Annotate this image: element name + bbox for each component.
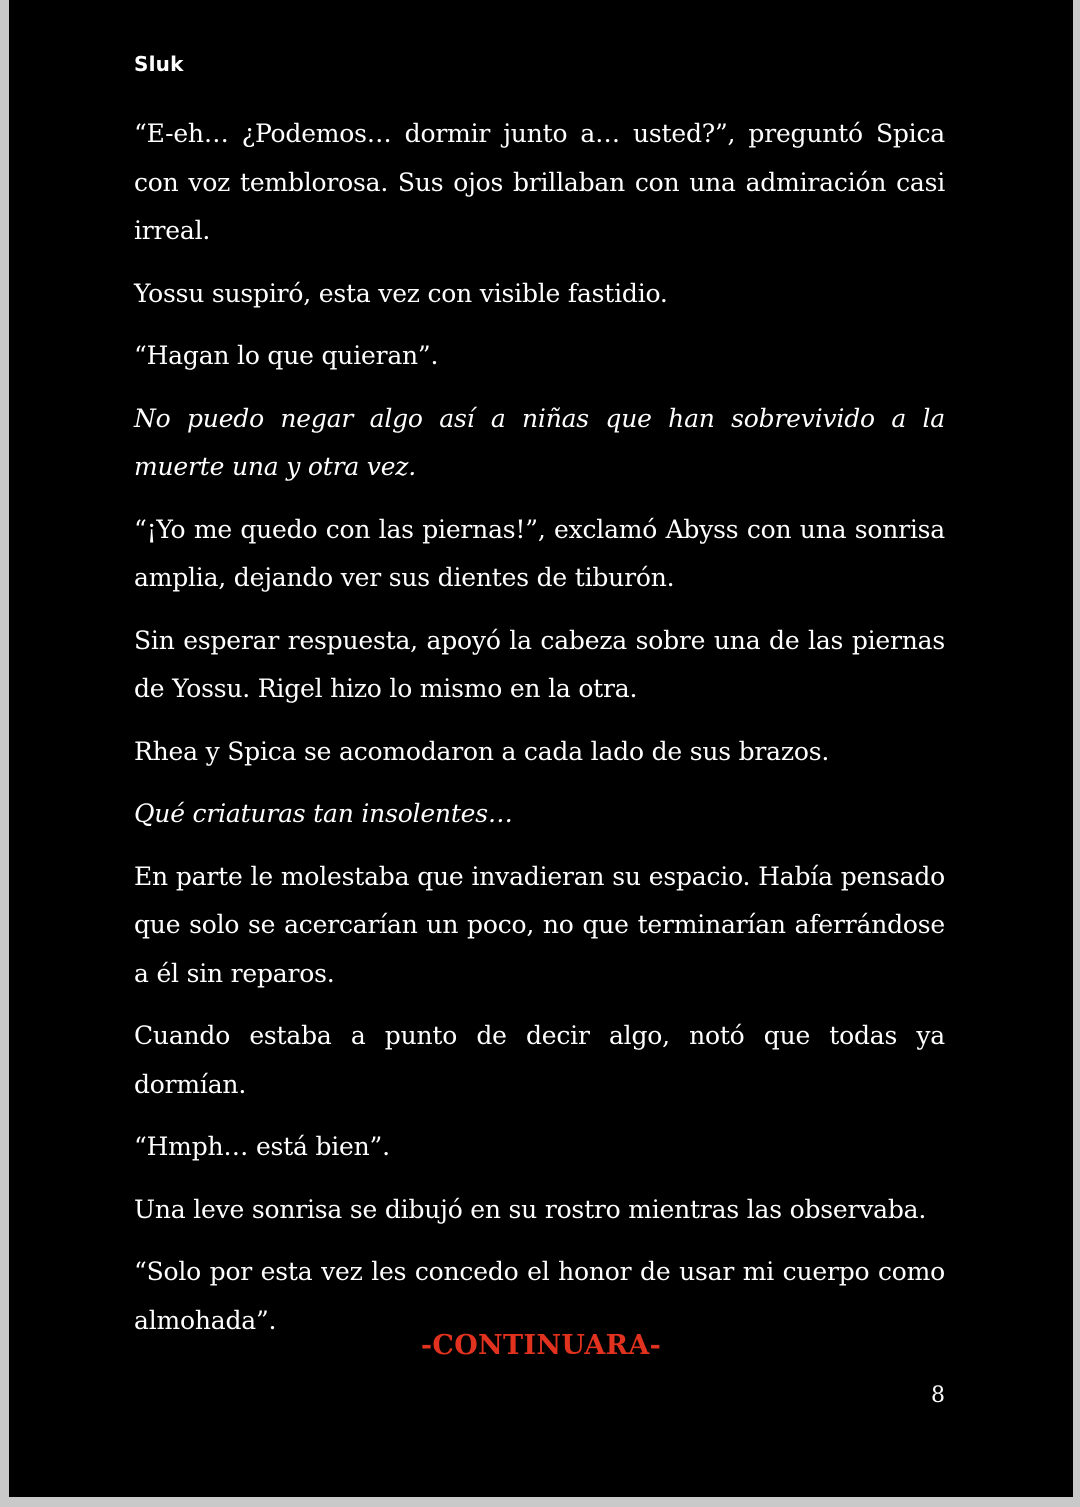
page-body: [134, 110, 945, 1359]
paragraph-2: Yossu suspiró, esta vez con visible fastidio.: [134, 278, 668, 308]
paragraph-13: “Solo por esta vez les concedo el honor de usar mi cuerpo como almohada”.: [134, 1257, 945, 1335]
paragraph-9: En parte le molestaba que invadieran su espacio. Había pensado que solo se acercarían un poco, no que terminarían aferrándose a él sin reparos.: [134, 861, 945, 988]
paragraph-10: Cuando estaba a punto de decir algo, notó que todas ya dormían.: [134, 1021, 945, 1099]
paragraph-5: “¡Yo me quedo con las piernas!”, exclamó Abyss con una sonrisa amplia, dejando ver sus dientes de tiburón.: [134, 514, 945, 592]
author-header: Sluk: [134, 52, 184, 76]
paragraph-11: “Hmph… está bien”.: [134, 1132, 390, 1161]
paragraph-6: Sin esperar respuesta, apoyó la cabeza sobre una de las piernas de Yossu. Rigel hizo lo mismo en la otra.: [134, 625, 945, 703]
paragraph-8-inner-thought: Qué criaturas tan insolentes…: [134, 799, 513, 828]
paragraph-4-inner-thought: No puedo negar algo así a niñas que han sobrevivido a la muerte una y otra vez.: [134, 403, 945, 481]
paragraph-12: Una leve sonrisa se dibujó en su rostro mientras las observaba.: [134, 1194, 927, 1224]
document-page: [9, 0, 1073, 1497]
paragraph-7: Rhea y Spica se acomodaron a cada lado de sus brazos.: [134, 736, 830, 766]
continuation-marker: -CONTINUARA-: [420, 1330, 662, 1361]
paragraph-3: “Hagan lo que quieran”.: [134, 341, 439, 370]
paragraph-1: “E-eh… ¿Podemos… dormir junto a… usted?”, preguntó Spica con voz temblorosa. Sus ojos brillaban con una admiración casi irreal.: [134, 119, 945, 245]
page-number: 8: [931, 1383, 945, 1408]
